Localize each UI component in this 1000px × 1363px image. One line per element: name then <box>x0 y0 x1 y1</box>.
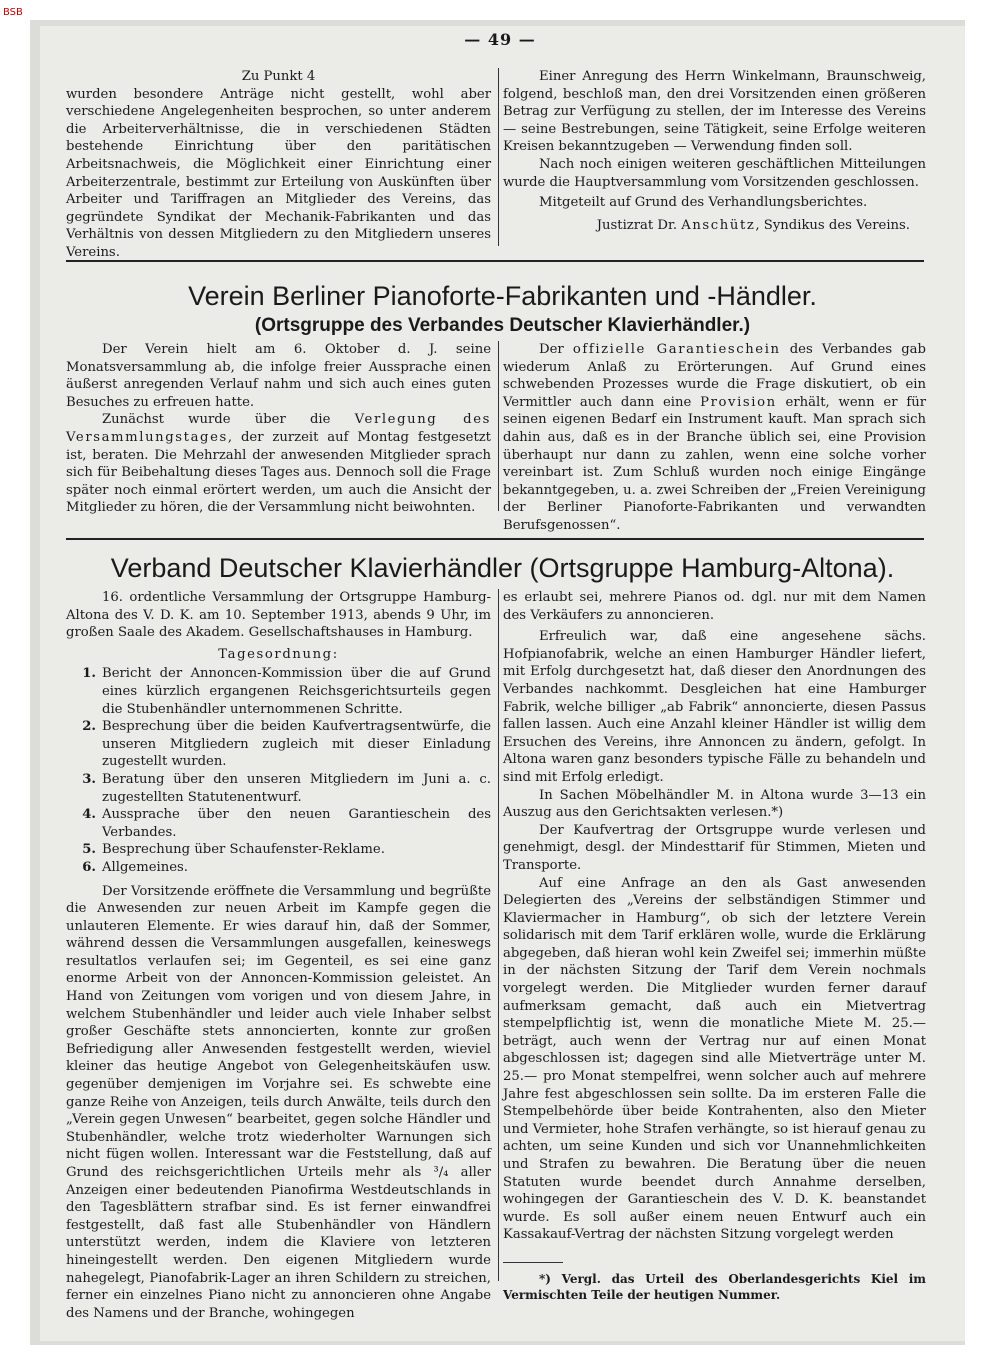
spaced-text: Provision <box>700 394 777 410</box>
library-stamp: BSB <box>3 7 23 18</box>
agenda-text: Aussprache über den neuen Garantieschein des Verbandes. <box>102 807 491 840</box>
paragraph: Auf eine Anfrage an den als Gast anwesenden Delegierten des „Vereins der selbständigen Stimmer und Klaviermacher in Hamburg“, ob sich der letztere Verein solidarisch mit dem Tarif erklären wolle, wurde die Erklärung abgegeben, daß hieran wohl kein Zweifel sei; immerhin müßte in der nächsten Sitzung der Tarif dem Verein nochmals vorgelegt werden. Die Mitglieder wurden ferner darauf aufmerksam gemacht, daß auch ein Mietvertrag stempelpflichtig ist, wenn die monatliche Miete M. 25.— beträgt, auch wenn der Vertrag nur auf einen Monat abgeschlossen ist; dagegen sind alle Mietverträge unter M. 25.— pro Monat stempelfrei, wenn solcher auch auf mehrere Jahre fest abgeschlossen sein sollte. Da im ersteren Falle die Stempelbehörde über beide Kontrahenten, also den Mieter und Vermieter, hohe Strafen verhängte, so ist hierauf genau zu achten, um seine Kunden und sich vor Unannehmlichkeiten und Strafen zu bewahren. Die Beratung über die neuen Statuten wurde beendet durch Annahme derselben, wohingegen der Garantieschein des V. D. K. beanstandet wurde. Es soll außer einem neuen Entwurf auch ein Kassakauf-Vertrag der nächsten Sitzung vorgelegt werden <box>503 875 926 1243</box>
list-item <box>66 859 491 877</box>
agenda-number: 6. <box>82 859 96 875</box>
top-right-column <box>503 68 926 234</box>
list-item <box>66 841 491 859</box>
section-heading: Verein Berliner Pianoforte-Fabrikanten und -Händler. <box>188 281 817 311</box>
list-item <box>66 806 491 841</box>
paragraph: 16. ordentliche Versammlung der Ortsgruppe Hamburg-Altona des V. D. K. am 10. September 1913, abends 9 Uhr, im großen Saale des Akadem. Gesellschaftshauses in Hamburg. <box>66 590 491 641</box>
paragraph <box>66 411 491 517</box>
section1-left-column <box>66 341 491 517</box>
paragraph: Der Kaufvertrag der Ortsgruppe wurde verlesen und genehmigt, desgl. der Mindesttarif für Stimmen, Mieten und Transporte. <box>503 822 926 873</box>
section-subheading: (Ortsgruppe des Verbandes Deutscher Klavierhändler.) <box>254 315 751 336</box>
page-number: — 49 — <box>464 30 536 49</box>
paragraph: Der Verein hielt am 6. Oktober d. J. seine Monatsversammlung ab, die infolge freier Aussprache einen äußerst anregenden Verlauf nahm und sich auch eines guten Besuches zu erfreuen hatte. <box>66 342 491 410</box>
agenda-number: 1. <box>82 666 96 682</box>
list-item <box>66 718 491 771</box>
footnote-rule <box>503 1262 563 1263</box>
agenda-number: 2. <box>82 719 96 735</box>
column-divider <box>498 68 499 246</box>
signature <box>503 217 926 235</box>
text-run: Der <box>539 342 573 357</box>
signature-name: Anschütz <box>681 217 756 233</box>
spaced-text: Verlegung des Versammlungstages <box>66 412 491 445</box>
agenda-text: Allgemeines. <box>102 859 188 875</box>
agenda-title: Tagesordnung: <box>218 646 339 662</box>
paragraph: In Sachen Möbelhändler M. in Altona wurde 3—13 ein Auszug aus den Gerichtsakten verlesen.*) <box>503 787 926 821</box>
section2-left-column <box>66 589 491 1322</box>
list-item <box>66 771 491 806</box>
paragraph: Der Vorsitzende eröffnete die Versammlung und begrüßte die Anwesenden zur neuen Arbeit im Kampfe gegen die unlauteren Elemente. Er wies darauf hin, daß der Sommer, während dessen die Versammlungen ausgefallen, keineswegs resultatlos verlaufen sei; im Gegenteil, es sei eine ganz enorme Arbeit von der Annoncen-Kommission geleistet. An Hand von Zeitungen vom vorigen und von diesem Jahre, in welchem Stubenhändler und leider auch viele Inhaber selbst großer Geschäfte stets annoncierten, konnte zur großen Befriedigung aller Anwesenden festgestellt werden, wieviel kleiner das heutige Angebot von Gelegenheitskäufen usw. gegenüber demjenigen im Vorjahre sei. Es schwebte eine ganze Reihe von Anzeigen, teils durch Anwälte, teils durch den „Verein gegen Unwesen“ bearbeitet, gegen solche Händler und Stubenhändler, welche trotz wiederholter Warnungen sich nicht fügen wollen. Interessant war die Feststellung, daß auf Grund des reichsgerichtlichen Urteils mehr als ³/₄ aller Anzeigen einer bedeutenden Pianofirma Westdeutschlands in den Tagesblättern strafbar sind. Es ist ferner einwandfrei festgestellt, daß fast alle Stubenhändler von Händlern unterstützt werden, indem die Klaviere von letzteren hineingestellt werden. Den eigenen Mitgliedern wurde nahegelegt, Pianofabrik-Lager an ihren Schildern zu streichen, ferner ein einzelnes Piano nicht zu annoncieren ohne Angabe des Namens und der Branche, wohingegen <box>66 883 491 1321</box>
spaced-text: offizielle Garantieschein <box>572 342 781 357</box>
agenda-text: Besprechung über die beiden Kaufvertragsentwürfe, die unseren Mitgliedern zugleich mit dieser Einladung zugestellt wurden. <box>102 719 491 770</box>
paragraph: Mitgeteilt auf Grund des Verhandlungsberichtes. <box>539 195 868 211</box>
signature-suffix: , Syndikus des Vereins. <box>755 217 910 233</box>
section-heading: Verband Deutscher Klavierhändler (Ortsgruppe Hamburg-Altona). <box>110 553 895 583</box>
text-run: , der zurzeit auf Montag festgesetzt ist, beraten. Die Mehrzahl der anwesenden Mitglieder sprach sich für Beibehaltung dieses Tages aus. Dennoch soll die Frage später noch einmal erörtert werden, um auch die Ansicht der Mitglieder zu hören, die der Versammlung nicht beiwohnten. <box>66 429 491 516</box>
agenda-text: Besprechung über Schaufenster-Reklame. <box>102 842 385 858</box>
footnote: *) Vergl. das Urteil des Oberlandesgerichts Kiel im Vermischten Teile der heutigen Nummer. <box>503 1271 926 1302</box>
agenda-number: 4. <box>82 807 96 823</box>
column-divider <box>498 341 499 511</box>
paragraph: es erlaubt sei, mehrere Pianos od. dgl. nur mit dem Namen des Verkäufers zu annoncieren. <box>503 590 926 623</box>
paragraph: Einer Anregung des Herrn Winkelmann, Braunschweig, folgend, beschloß man, den drei Vorsitzenden einen größeren Betrag zur Verfügung zu stellen, der im Interesse des Vereins — seine Bestrebungen, seine Tätigkeit, seine Erfolge weiteren Kreisen bekanntzugeben — Verwendung finden soll. <box>503 69 926 155</box>
paragraph: Nach noch einigen weiteren geschäftlichen Mitteilungen wurde die Hauptversammlung vom Vorsitzenden geschlossen. <box>503 156 926 190</box>
paragraph: wurden besondere Anträge nicht gestellt, wohl aber verschiedene Angelegenheiten besprochen, so unter anderem die Arbeiterverhältnisse, die in verschiedenen Städten bestehende Einrichtung über den paritätischen Arbeitsnachweis, die Möglichkeit einer Einrichtung einer Arbeiterzentrale, bestimmt zur Erteilung von Auskünften über Arbeiter und Tariffragen an Mitglieder des Vereins, das gegründete Syndikat der Mechanik-Fabrikanten und das Verhältnis von dessen Mitgliedern zu den Mitgliedern unseres Vereins. <box>66 86 491 260</box>
agenda-text: Bericht der Annoncen-Kommission über die auf Grund eines kürzlich ergangenen Reichsgerichtsurteils gegen die Stubenhändler unternommenen Schritte. <box>102 666 491 717</box>
paragraph: Erfreulich war, daß eine angesehene sächs. Hofpianofabrik, welche an einen Hamburger Händler liefert, mit Erfolg durchgesetzt hat, daß dieser den Anordnungen des Verbandes nachkommt. Desgleichen hat eine Hamburger Fabrik, welche billiger „ab Fabrik“ annoncierte, diesen Passus fallen lassen. Auch eine Anzahl kleiner Händler ist willig dem Ersuchen des Vereins, ihre Annoncen zu ändern, gefolgt. In Altona waren ganz besonders typische Fälle zu behandeln und sind mit Erfolg erledigt. <box>503 629 926 785</box>
agenda-text: Beratung über den unseren Mitgliedern im Juni a. c. zugestellten Statutenentwurf. <box>102 771 491 805</box>
top-left-column <box>66 68 491 262</box>
column-divider <box>498 589 499 1281</box>
text-run: Zunächst wurde über die <box>102 412 355 428</box>
agenda-number: 5. <box>82 842 96 858</box>
list-item <box>66 665 491 718</box>
agenda-list <box>66 665 491 876</box>
section1-right-column <box>503 341 926 535</box>
section2-right-column <box>503 589 926 1303</box>
paragraph <box>503 341 926 535</box>
section-divider <box>66 260 924 262</box>
section-divider <box>66 538 924 540</box>
text-run: erhält, wenn er für seinen eigenen Bedarf ein Instrument kauft. Man sprach sich dahin aus, daß es in der Branche üblich sei, eine Provision überhaupt nur dann zu zahlen, wenn eine solche vorher vereinbart ist. Zum Schluß wurden noch einige Eingänge bekanntgegeben, u. a. zwei Schreiben der „Freien Vereinigung der Berliner Pianoforte-Fabrikanten und verwandten Berufsgenossen“. <box>503 394 927 533</box>
agenda-number: 3. <box>82 771 96 787</box>
text-run: des Verbandes gab wiederum Anlaß zu Erörterungen. Auf Grund eines schwebenden Prozesses wurde die Frage diskutiert, ob ein Vermittler auch dann eine <box>503 342 926 410</box>
signature-prefix: Justizrat Dr. <box>596 217 682 233</box>
section-title-punkt-4: Zu Punkt 4 <box>241 69 316 84</box>
